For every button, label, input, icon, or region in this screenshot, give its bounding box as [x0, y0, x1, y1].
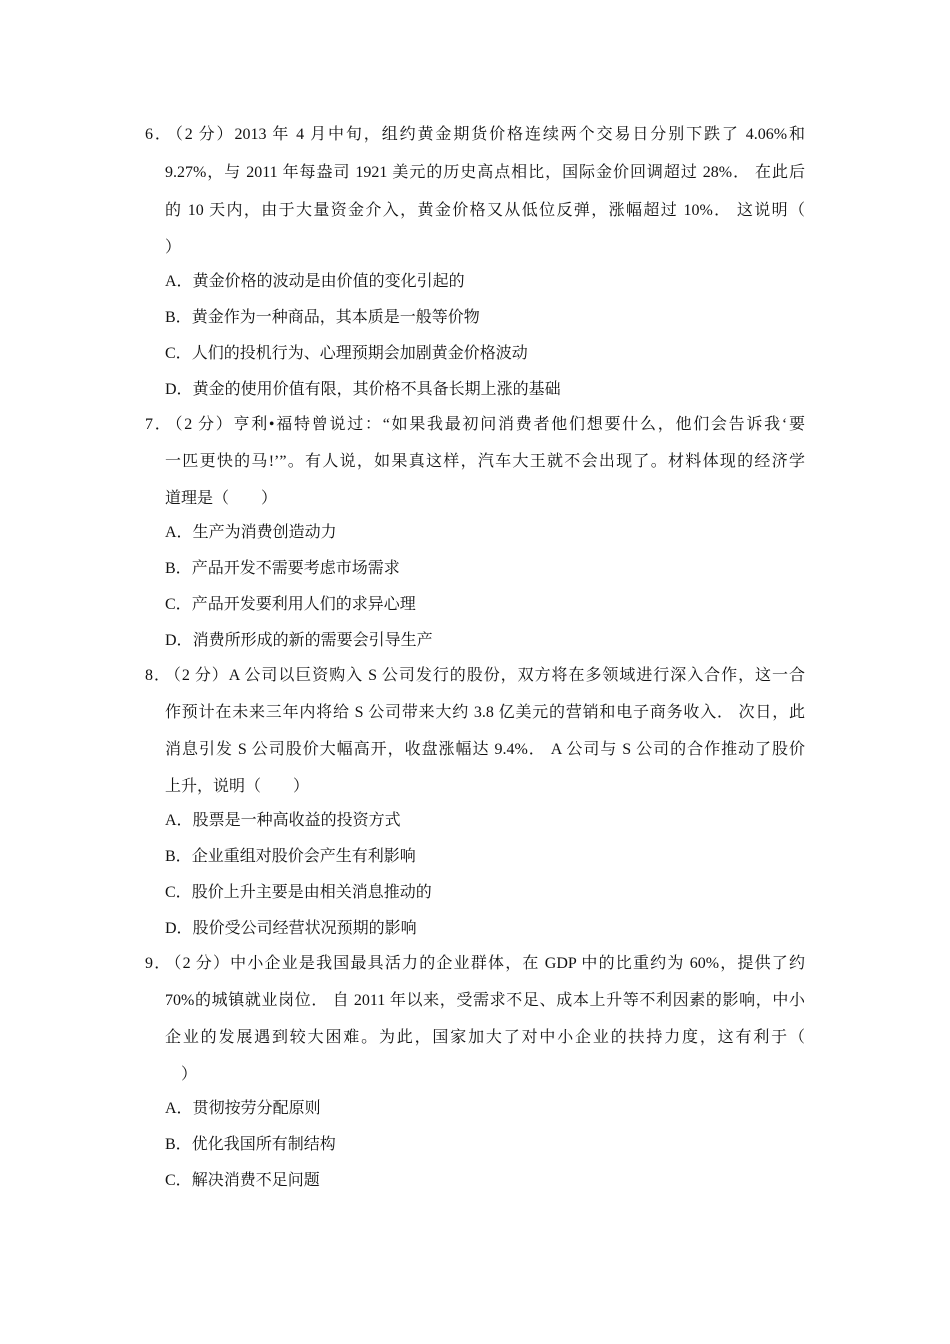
- question-9-option-c: [165, 1170, 805, 1192]
- option-text: 优化我国所有制结构: [191, 1136, 336, 1153]
- question-9-stem-text: （2 分）中小企业是我国最具活力的企业群体，在 GDP 中的比重约为 60%，提供了约: [173, 955, 805, 972]
- question-7-stem-line: [145, 414, 805, 436]
- question-9-stem-line: 70%的城镇就业岗位． 自 2011 年以来，受需求不足、成本上升等不利因素的影响，中小: [165, 992, 805, 1009]
- question-9-stem-line: 企业的发展遇到较大困难。为此，国家加大了对中小企业的扶持力度，这有利于（: [165, 1029, 805, 1046]
- question-9-stem-line: [145, 953, 805, 975]
- option-label: D．: [165, 632, 193, 649]
- question-6-number: 6．: [145, 126, 173, 143]
- option-text: 生产为消费创造动力: [192, 524, 337, 541]
- option-text: 产品开发不需要考虑市场需求: [191, 560, 400, 577]
- question-9-number: 9．: [145, 955, 172, 972]
- option-label: B．: [165, 309, 192, 326]
- question-8-stem-text: （2 分）A 公司以巨资购入 S 公司发行的股份，双方将在多领域进行深入合作，这一合: [172, 667, 805, 684]
- option-label: A．: [165, 273, 193, 290]
- question-7-stem-line: 一匹更快的马!’”。有人说，如果真这样，汽车大王就不会出现了。材料体现的经济学: [165, 453, 805, 470]
- option-label: B．: [165, 560, 192, 577]
- question-6-stem-line: 9.27%，与 2011 年每盎司 1921 美元的历史高点相比，国际金价回调超过 28%． 在此后: [165, 164, 805, 181]
- option-label: D．: [165, 920, 193, 937]
- question-9-stem-line: ）: [181, 1066, 198, 1083]
- option-label: A．: [165, 1100, 193, 1117]
- question-8-option-a: [165, 810, 805, 832]
- question-7-stem-line: 道理是（ ）: [165, 490, 278, 507]
- option-text: 股价受公司经营状况预期的影响: [192, 920, 417, 937]
- question-8-stem-line: 消息引发 S 公司股价大幅高开，收盘涨幅达 9.4%． A 公司与 S 公司的合作推动了股价: [165, 741, 805, 758]
- question-8-stem-line: 上升，说明（ ）: [165, 778, 310, 795]
- question-6-option-a: [165, 271, 805, 293]
- question-9-option-a: [165, 1098, 805, 1120]
- option-label: B．: [165, 848, 192, 865]
- option-label: A．: [165, 812, 193, 829]
- option-label: C．: [165, 884, 192, 901]
- question-7-option-c: [165, 594, 805, 616]
- option-text: 解决消费不足问题: [191, 1172, 320, 1189]
- option-text: 股票是一种高收益的投资方式: [192, 812, 401, 829]
- question-8-stem-line: 作预计在未来三年内将给 S 公司带来大约 3.8 亿美元的营销和电子商务收入． 次日，此: [165, 704, 805, 721]
- question-6-option-b: [165, 307, 805, 329]
- question-7-stem-text: （2 分）亨利•福特曾说过：“如果我最初问消费者他们想要什么，他们会告诉我‘要: [174, 416, 805, 433]
- question-7-option-a: [165, 522, 805, 544]
- option-label: C．: [165, 596, 192, 613]
- option-text: 企业重组对股价会产生有利影响: [191, 848, 416, 865]
- option-label: A．: [165, 524, 193, 541]
- option-text: 黄金的使用价值有限，其价格不具备长期上涨的基础: [192, 381, 561, 398]
- option-label: D．: [165, 381, 193, 398]
- question-6-stem-line: 的 10 天内，由于大量资金介入，黄金价格又从低位反弹，涨幅超过 10%． 这说明（: [165, 202, 805, 219]
- option-text: 黄金价格的波动是由价值的变化引起的: [192, 273, 465, 290]
- question-8-number: 8．: [145, 667, 171, 684]
- option-text: 股价上升主要是由相关消息推动的: [191, 884, 432, 901]
- question-7-option-b: [165, 558, 805, 580]
- question-7-number: 7．: [145, 416, 173, 433]
- question-7-option-d: [165, 630, 805, 652]
- question-8-stem-line: [145, 665, 805, 687]
- question-8-option-b: [165, 846, 805, 868]
- option-text: 人们的投机行为、心理预期会加剧黄金价格波动: [191, 345, 528, 362]
- option-label: C．: [165, 345, 192, 362]
- question-9-option-b: [165, 1134, 805, 1156]
- question-8-option-d: [165, 918, 805, 940]
- option-text: 黄金作为一种商品，其本质是一般等价物: [191, 309, 480, 326]
- option-label: C．: [165, 1172, 192, 1189]
- question-6-stem-line: [145, 124, 805, 146]
- question-6-stem-text: （2 分）2013 年 4 月中旬，组约黄金期货价格连续两个交易日分别下跌了 4.06%和: [174, 126, 805, 143]
- option-text: 消费所形成的新的需要会引导生产: [192, 632, 433, 649]
- option-text: 贯彻按劳分配原则: [192, 1100, 321, 1117]
- question-6-option-d: [165, 379, 805, 401]
- option-text: 产品开发要利用人们的求异心理: [191, 596, 416, 613]
- question-6-stem-line: ）: [165, 239, 182, 256]
- question-8-option-c: [165, 882, 805, 904]
- option-label: B．: [165, 1136, 192, 1153]
- question-6-option-c: [165, 343, 805, 365]
